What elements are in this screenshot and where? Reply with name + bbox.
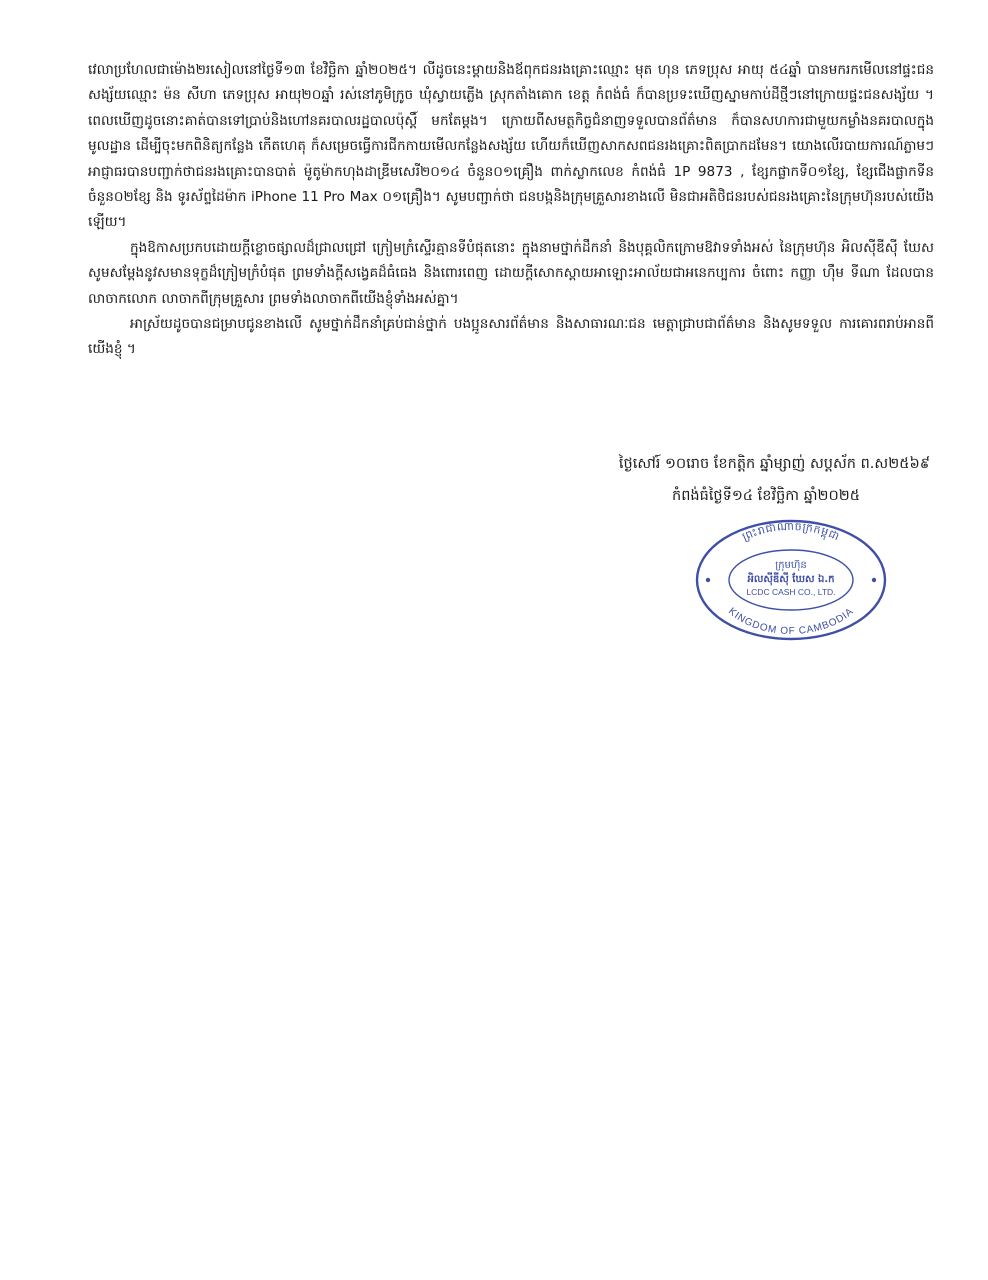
seal-company-english: LCDC CASH CO., LTD. bbox=[746, 587, 836, 597]
solar-date: កំពង់ធំថ្ងៃទី១៤ ខែវិច្ឆិកា ឆ្នាំ២០២៥ bbox=[672, 488, 860, 504]
svg-text:ព្រះរាជាណាចក្រកម្ពុជា bbox=[740, 520, 841, 544]
paragraph-incident: វេលាប្រហែលជាម៉ោង២រសៀលនៅថ្ងៃទី១៣ ខែវិច្ឆិកា ឆ្នាំ២០២៥។ លីដូចនេះម្តាយនិងឪពុកជនរងគ្រោះឈ្មោះ មុត ហុន ភេទប្រុស អាយុ ៥៤ឆ្នាំ បានមករកមើលនៅផ្ទះជនសង្ស័យឈ្មោះ ម៉ន សីហា ភេទប្រុស អាយុ២០ឆ្នាំ រស់នៅភូមិក្រូច ឃុំស្វាយភ្លើង ស្រុកតាំងគោក ខេត្ត កំពង់ធំ ក៏បានប្រទះឃើញស្នាមកាប់ដីថ្មីៗនៅក្រោយផ្ទះជនសង្ស័យ ។ ពេលឃើញដូចនោះគាត់បានទៅប្រាប់និងហៅនគរបាលរដ្ឋបាលប៉ុស្តិ៍ មកតែម្តង។ ក្រោយពីសមត្ថកិច្ចជំនាញទទួលបានព័ត៌មាន ក៏បានសហការជាមួយកម្លាំងនគរបាលក្នុងមូលដ្ឋាន ដើម្បីចុះមកពិនិត្យកន្លែង កើតហេតុ ក៏សម្រេចធ្វើការជីកកាយមើលកន្លែងសង្ស័យ ហើយក៏ឃើញសាកសពជនរងគ្រោះពិតប្រាកដមែន។ យោងលើរបាយការណ៍ភ្លាមៗ អាជ្ញាធរបានបញ្ជាក់ថាជនរងគ្រោះបានបាត់ ម៉ូតូម៉ាកហុងដាឌ្រីមសេរី២០១៤ ចំនួន០១គ្រឿង ពាក់ស្លាកលេខ កំពង់ធំ 1P 9873 , ខ្សែកផ្លាកទី០១ខ្សែ, ខ្សែជើងផ្លាកទីនចំនួន០២ខ្សែ និង ទូរស័ព្ទដៃម៉ាក iPhone 11 Pro Max ០១គ្រឿង។ សូមបញ្ជាក់ថា ជនបង្កនិងក្រុមគ្រួសារខាងលើ មិនជាអតិថិជនរបស់ជនរងគ្រោះនៃក្រុមហ៊ុនរបស់យើងឡើយ។ bbox=[88, 62, 934, 231]
letter-body bbox=[88, 58, 934, 363]
lunar-date: ថ្ងៃសៅរ៍ ១០រោច ខែកត្តិក ឆ្នាំម្សាញ់ សប្តស័ក ព.ស២៥៦៩ bbox=[618, 456, 930, 472]
seal-inner-label: ក្រុមហ៊ុន bbox=[775, 560, 807, 571]
seal-company-khmer: អិលស៊ីឌីស៊ី ឃែស ឯ.ក bbox=[747, 574, 835, 585]
date-block bbox=[330, 448, 930, 512]
seal-bottom-text: KINGDOM OF CAMBODIA bbox=[726, 605, 856, 638]
company-seal bbox=[694, 518, 888, 642]
paragraph-condolence: ក្នុងឱកាសប្រកបដោយក្តីខ្លោចផ្សាលដ៏ជ្រាលជ្រៅ ក្រៀមក្រំស្ទើរគ្មានទីបំផុតនោះ ក្នុងនាមថ្នាក់ដឹកនាំ និងបុគ្គលិកក្រោមឱវាទទាំងអស់ នៃក្រុមហ៊ុន អិលស៊ីឌីស៊ី ឃែស សូមសម្តែងនូវសមានទុក្ខដ៏ក្រៀមក្រំបំផុត ព្រមទាំងក្តីសង្វេគដ៏ធំធេង និងពោរពេញ ដោយក្តីសោកស្តាយអាឡោះអាល័យជាអនេកប្បការ ចំពោះ កញ្ញា ហ៊ឹម ទីណា ដែលបានលាចាកលោក លាចាកពីក្រុមគ្រួសារ ព្រមទាំងលាចាកពីយើងខ្ញុំទាំងអស់គ្នា។ bbox=[88, 239, 934, 307]
paragraph-closing: អាស្រ័យដូចបានជម្រាបជូនខាងលើ សូមថ្នាក់ដឹកនាំគ្រប់ជាន់ថ្នាក់ បងប្អូនសារព័ត៌មាន និងសាធារណៈជន មេត្តាជ្រាបជាព័ត៌មាន និងសូមទទួល ការគោរពរាប់អានពីយើងខ្ញុំ ។ bbox=[88, 316, 934, 358]
seal-graphic bbox=[694, 518, 888, 642]
seal-top-text: ព្រះរាជាណាចក្រកម្ពុជា bbox=[740, 519, 842, 544]
